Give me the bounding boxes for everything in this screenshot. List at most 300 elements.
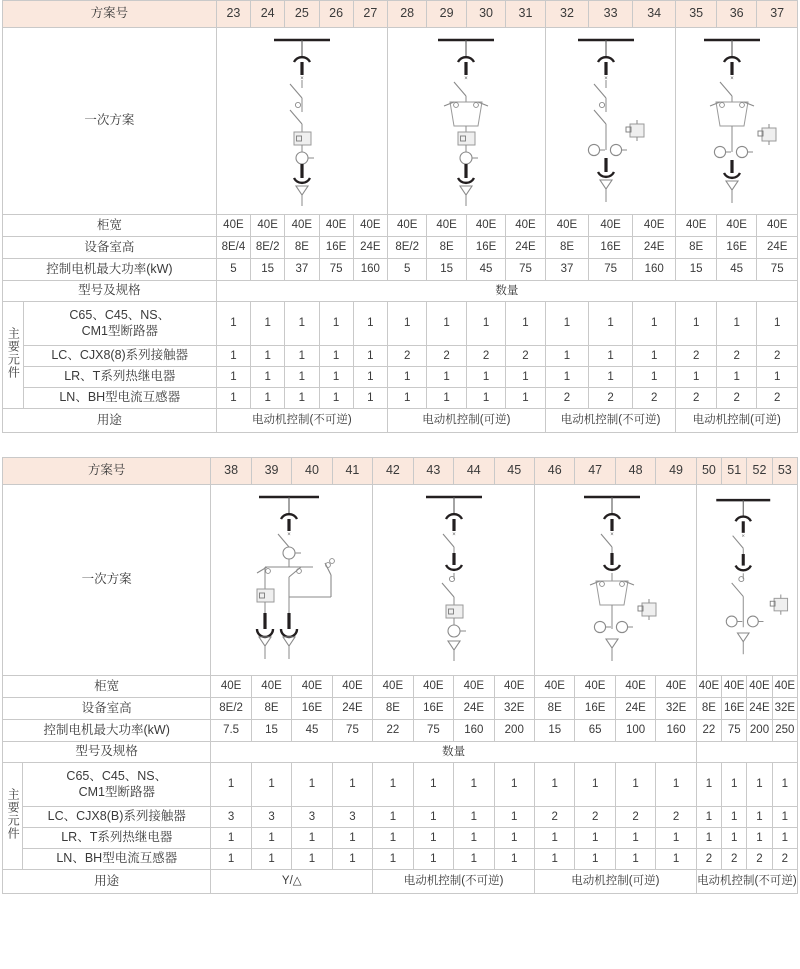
contactor-qty: 1 (454, 807, 494, 828)
cabinet-width-cell: 40E (292, 676, 332, 698)
contactor-qty: 2 (575, 807, 615, 828)
ct-qty: 1 (494, 849, 534, 870)
contactor-qty: 3 (251, 807, 291, 828)
breaker-qty: 1 (676, 302, 716, 346)
scheme-number-cell: 50 (696, 458, 721, 485)
scheme-number-cell: 24 (251, 1, 285, 28)
room-height-cell: 24E (757, 237, 798, 259)
max-power-cell: 75 (722, 720, 747, 742)
contactor-qty: 1 (772, 807, 797, 828)
cabinet-width-cell: 40E (454, 676, 494, 698)
primary-scheme-label: 一次方案 (3, 485, 211, 676)
room-height-cell: 8E (373, 698, 413, 720)
contactor-qty: 2 (466, 346, 505, 367)
scheme-number-cell: 45 (494, 458, 534, 485)
room-height-cell: 24E (506, 237, 545, 259)
room-height-cell: 16E (413, 698, 453, 720)
breaker-qty: 1 (772, 763, 797, 807)
table2-ct-row (3, 849, 798, 870)
diagram-motor-reversible-dual-ct (676, 28, 798, 215)
diagram-motor-irreversible-single-ct (216, 28, 387, 215)
max-power-cell: 250 (772, 720, 797, 742)
relay-qty: 1 (216, 367, 250, 388)
room-height-cell: 8E (427, 237, 466, 259)
scheme-number-cell: 43 (413, 458, 453, 485)
cabinet-width-cell: 40E (332, 676, 372, 698)
diagram-motor-irreversible-fused (373, 485, 535, 676)
room-height-cell: 24E (454, 698, 494, 720)
cabinet-width-cell: 40E (696, 676, 721, 698)
breaker-qty: 1 (615, 763, 655, 807)
max-power-cell: 200 (747, 720, 772, 742)
table1-cabinet-width-row (3, 215, 798, 237)
component-contactor-label: LC、CJX8(8)系列接触器 (23, 346, 216, 367)
room-height-cell: 8E/2 (251, 237, 285, 259)
svg-text:×: × (287, 532, 291, 538)
ct-qty: 2 (772, 849, 797, 870)
relay-qty: 1 (387, 367, 426, 388)
main-components-label: 主要元件 (3, 302, 24, 409)
breaker-qty: 1 (251, 763, 291, 807)
table1-header-row (3, 1, 798, 28)
breaker-qty: 1 (575, 763, 615, 807)
scheme-number-cell: 53 (772, 458, 797, 485)
ct-qty: 1 (332, 849, 372, 870)
contactor-qty: 2 (534, 807, 574, 828)
cabinet-width-cell: 40E (319, 215, 353, 237)
ct-qty: 2 (589, 388, 633, 409)
ct-qty: 1 (251, 388, 285, 409)
scheme-number-cell: 30 (466, 1, 505, 28)
relay-qty: 1 (696, 828, 721, 849)
relay-qty: 1 (285, 367, 319, 388)
scheme-number-cell: 32 (545, 1, 589, 28)
ct-qty: 2 (676, 388, 716, 409)
max-power-cell: 22 (696, 720, 721, 742)
room-height-cell: 8E/2 (211, 698, 251, 720)
main-components-label: 主要元件 (3, 763, 23, 870)
ct-qty: 2 (757, 388, 798, 409)
breaker-qty: 1 (534, 763, 574, 807)
contactor-qty: 1 (747, 807, 772, 828)
table-separator (0, 433, 800, 457)
room-height-cell: 24E (632, 237, 676, 259)
relay-qty: 1 (454, 828, 494, 849)
scheme-number-cell: 36 (716, 1, 756, 28)
max-power-cell: 37 (285, 259, 319, 281)
breaker-qty: 1 (632, 302, 676, 346)
room-height-cell: 16E (319, 237, 353, 259)
scheme-number-cell: 38 (211, 458, 251, 485)
contactor-qty: 1 (722, 807, 747, 828)
breaker-qty: 1 (373, 763, 413, 807)
table1-contactor-row (3, 346, 798, 367)
max-power-cell: 100 (615, 720, 655, 742)
room-height-cell: 8E (676, 237, 716, 259)
relay-qty: 1 (656, 828, 696, 849)
max-power-cell: 15 (676, 259, 716, 281)
breaker-qty: 1 (545, 302, 589, 346)
breaker-qty: 1 (211, 763, 251, 807)
scheme-no-label: 方案号 (3, 458, 211, 485)
ct-qty: 1 (319, 388, 353, 409)
scheme-number-cell: 37 (757, 1, 798, 28)
table2-cabinet-width-row (3, 676, 798, 698)
contactor-qty: 1 (494, 807, 534, 828)
scheme-number-cell: 52 (747, 458, 772, 485)
max-motor-power-label: 控制电机最大功率(kW) (3, 720, 211, 742)
breaker-qty: 1 (285, 302, 319, 346)
max-power-cell: 75 (332, 720, 372, 742)
ct-qty: 1 (353, 388, 387, 409)
cabinet-width-cell: 40E (251, 676, 291, 698)
ct-qty: 2 (696, 849, 721, 870)
room-height-cell: 8E/2 (387, 237, 426, 259)
cabinet-width-cell: 40E (747, 676, 772, 698)
usage-group-4: 电动机控制(可逆) (676, 409, 798, 433)
ct-qty: 2 (716, 388, 756, 409)
equipment-room-height-label: 设备室高 (3, 698, 211, 720)
room-height-cell: 16E (575, 698, 615, 720)
scheme-number-cell: 44 (454, 458, 494, 485)
contactor-qty: 1 (319, 346, 353, 367)
contactor-qty: 2 (676, 346, 716, 367)
relay-qty: 1 (494, 828, 534, 849)
max-power-cell: 75 (506, 259, 545, 281)
room-height-cell: 32E (772, 698, 797, 720)
max-power-cell: 45 (292, 720, 332, 742)
scheme-number-cell: 34 (632, 1, 676, 28)
scheme-number-cell: 27 (353, 1, 387, 28)
max-power-cell: 45 (466, 259, 505, 281)
table2-model-spec-row (3, 742, 798, 763)
cabinet-width-cell: 40E (632, 215, 676, 237)
contactor-qty: 1 (353, 346, 387, 367)
contactor-qty: 2 (427, 346, 466, 367)
breaker-qty: 1 (251, 302, 285, 346)
max-power-cell: 15 (251, 259, 285, 281)
quantity-label: 数量 (216, 281, 797, 302)
relay-qty: 1 (772, 828, 797, 849)
max-power-cell: 65 (575, 720, 615, 742)
breaker-qty: 1 (506, 302, 545, 346)
svg-text:×: × (729, 76, 734, 82)
svg-text:×: × (451, 532, 456, 538)
room-height-cell: 24E (353, 237, 387, 259)
breaker-qty: 1 (427, 302, 466, 346)
table2-breaker-row (3, 763, 798, 807)
cabinet-width-cell: 40E (413, 676, 453, 698)
room-height-cell: 8E (545, 237, 589, 259)
cabinet-width-cell: 40E (534, 676, 574, 698)
max-power-cell: 22 (373, 720, 413, 742)
svg-text:×: × (300, 76, 304, 82)
max-power-cell: 37 (545, 259, 589, 281)
scheme-number-cell: 25 (285, 1, 319, 28)
cabinet-width-cell: 40E (494, 676, 534, 698)
usage-label: 用途 (3, 409, 217, 433)
max-power-cell: 15 (427, 259, 466, 281)
model-spec-label: 型号及规格 (3, 742, 211, 763)
max-power-cell: 5 (216, 259, 250, 281)
table1-thermal-relay-row (3, 367, 798, 388)
cabinet-width-cell: 40E (251, 215, 285, 237)
max-power-cell: 15 (251, 720, 291, 742)
breaker-qty: 1 (494, 763, 534, 807)
max-power-cell: 5 (387, 259, 426, 281)
diagram-motor-irreversible-fused-dual-ct (696, 485, 797, 676)
relay-qty: 1 (373, 828, 413, 849)
max-power-cell: 45 (716, 259, 756, 281)
relay-qty: 1 (589, 367, 633, 388)
scheme-number-cell: 26 (319, 1, 353, 28)
component-ct-label: LN、BH型电流互感器 (23, 388, 216, 409)
scheme-number-cell: 35 (676, 1, 716, 28)
room-height-cell: 24E (747, 698, 772, 720)
max-power-cell: 75 (589, 259, 633, 281)
relay-qty: 1 (413, 828, 453, 849)
breaker-qty: 1 (722, 763, 747, 807)
usage-group-1: Y/△ (211, 870, 373, 894)
contactor-qty: 2 (506, 346, 545, 367)
table2-diagram-row (3, 485, 798, 676)
cabinet-width-cell: 40E (285, 215, 319, 237)
relay-qty: 1 (757, 367, 798, 388)
cabinet-width-label: 柜宽 (3, 676, 211, 698)
usage-group-4: 电动机控制(不可逆) (696, 870, 797, 894)
usage-group-1: 电动机控制(不可逆) (216, 409, 387, 433)
max-power-cell: 7.5 (211, 720, 251, 742)
relay-qty: 1 (319, 367, 353, 388)
room-height-cell: 24E (615, 698, 655, 720)
cabinet-width-cell: 40E (387, 215, 426, 237)
relay-qty: 1 (211, 828, 251, 849)
component-breaker-label (23, 302, 216, 346)
scheme-number-cell: 47 (575, 458, 615, 485)
relay-qty: 1 (747, 828, 772, 849)
room-height-cell: 16E (589, 237, 633, 259)
cabinet-width-cell: 40E (676, 215, 716, 237)
cabinet-width-cell: 40E (506, 215, 545, 237)
max-motor-power-label: 控制电机最大功率(kW) (3, 259, 217, 281)
ct-qty: 1 (534, 849, 574, 870)
svg-text:×: × (610, 532, 615, 538)
scheme-number-cell: 48 (615, 458, 655, 485)
contactor-qty: 2 (656, 807, 696, 828)
max-power-cell: 160 (656, 720, 696, 742)
scheme-number-cell: 49 (656, 458, 696, 485)
table2-thermal-relay-row (3, 828, 798, 849)
relay-qty: 1 (506, 367, 545, 388)
ct-qty: 2 (545, 388, 589, 409)
scheme-number-cell: 41 (332, 458, 372, 485)
scheme-table-2 (2, 457, 798, 894)
table2-max-power-row (3, 720, 798, 742)
cabinet-width-cell: 40E (466, 215, 505, 237)
relay-qty: 1 (615, 828, 655, 849)
table1-diagram-row (3, 28, 798, 215)
diagram-motor-reversible-fused-dual-ct (534, 485, 696, 676)
table1-ct-row (3, 388, 798, 409)
max-power-cell: 75 (757, 259, 798, 281)
ct-qty: 1 (413, 849, 453, 870)
contactor-qty: 1 (216, 346, 250, 367)
ct-qty: 1 (575, 849, 615, 870)
breaker-qty: 1 (747, 763, 772, 807)
relay-qty: 1 (353, 367, 387, 388)
table1-model-spec-row (3, 281, 798, 302)
scheme-table-1 (2, 0, 798, 433)
component-relay-label: LR、T系列热继电器 (23, 828, 211, 849)
table1-room-height-row (3, 237, 798, 259)
ct-qty: 1 (466, 388, 505, 409)
room-height-cell: 24E (332, 698, 372, 720)
contactor-qty: 3 (292, 807, 332, 828)
ct-qty: 1 (427, 388, 466, 409)
relay-qty: 1 (722, 828, 747, 849)
cabinet-width-cell: 40E (216, 215, 250, 237)
cabinet-width-cell: 40E (545, 215, 589, 237)
diagram-star-delta (211, 485, 373, 676)
ct-qty: 1 (216, 388, 250, 409)
max-power-cell: 160 (632, 259, 676, 281)
relay-qty: 1 (632, 367, 676, 388)
quantity-label: 数量 (211, 742, 696, 763)
cabinet-width-cell: 40E (427, 215, 466, 237)
room-height-cell: 16E (716, 237, 756, 259)
contactor-qty: 2 (716, 346, 756, 367)
breaker-line-2: CM1型断路器 (81, 323, 158, 338)
contactor-qty: 1 (545, 346, 589, 367)
room-height-cell: 16E (722, 698, 747, 720)
relay-qty: 1 (545, 367, 589, 388)
model-spec-label: 型号及规格 (3, 281, 217, 302)
breaker-qty: 1 (319, 302, 353, 346)
relay-qty: 1 (716, 367, 756, 388)
cabinet-width-cell: 40E (373, 676, 413, 698)
ct-qty: 1 (615, 849, 655, 870)
relay-qty: 1 (427, 367, 466, 388)
cabinet-width-cell: 40E (722, 676, 747, 698)
contactor-qty: 1 (589, 346, 633, 367)
cabinet-width-cell: 40E (589, 215, 633, 237)
contactor-qty: 2 (615, 807, 655, 828)
room-height-cell: 8E (696, 698, 721, 720)
scheme-number-cell: 23 (216, 1, 250, 28)
cabinet-width-cell: 40E (353, 215, 387, 237)
scheme-number-cell: 42 (373, 458, 413, 485)
contactor-qty: 1 (413, 807, 453, 828)
max-power-cell: 75 (413, 720, 453, 742)
component-ct-label: LN、BH型电流互感器 (23, 849, 211, 870)
scheme-number-cell: 29 (427, 1, 466, 28)
breaker-line-1: C65、C45、NS、 (69, 307, 171, 322)
cabinet-width-cell: 40E (575, 676, 615, 698)
contactor-qty: 3 (211, 807, 251, 828)
room-height-cell: 8E (251, 698, 291, 720)
table1-usage-row (3, 409, 798, 433)
quantity-empty-cell (696, 742, 797, 763)
breaker-qty: 1 (757, 302, 798, 346)
table1-max-power-row (3, 259, 798, 281)
breaker-qty: 1 (387, 302, 426, 346)
breaker-qty: 1 (656, 763, 696, 807)
relay-qty: 1 (292, 828, 332, 849)
max-power-cell: 160 (353, 259, 387, 281)
scheme-number-cell: 31 (506, 1, 545, 28)
svg-text:×: × (464, 76, 469, 82)
relay-qty: 1 (534, 828, 574, 849)
usage-group-2: 电动机控制(不可逆) (373, 870, 535, 894)
room-height-cell: 16E (292, 698, 332, 720)
ct-qty: 2 (747, 849, 772, 870)
breaker-line-2: CM1型断路器 (78, 784, 155, 799)
contactor-qty: 2 (757, 346, 798, 367)
breaker-qty: 1 (454, 763, 494, 807)
table2-contactor-row (3, 807, 798, 828)
breaker-line-1: C65、C45、NS、 (66, 768, 168, 783)
ct-qty: 1 (285, 388, 319, 409)
max-power-cell: 15 (534, 720, 574, 742)
usage-label: 用途 (3, 870, 211, 894)
contactor-qty: 2 (387, 346, 426, 367)
cabinet-width-cell: 40E (716, 215, 756, 237)
ct-qty: 1 (251, 849, 291, 870)
scheme-number-cell: 46 (534, 458, 574, 485)
room-height-cell: 16E (466, 237, 505, 259)
cabinet-width-cell: 40E (757, 215, 798, 237)
ct-qty: 2 (632, 388, 676, 409)
room-height-cell: 8E (534, 698, 574, 720)
cabinet-width-cell: 40E (211, 676, 251, 698)
scheme-number-cell: 51 (722, 458, 747, 485)
scheme-number-cell: 39 (251, 458, 291, 485)
usage-group-3: 电动机控制(不可逆) (545, 409, 676, 433)
ct-qty: 1 (387, 388, 426, 409)
breaker-qty: 1 (466, 302, 505, 346)
ct-qty: 1 (506, 388, 545, 409)
room-height-cell: 32E (656, 698, 696, 720)
relay-qty: 1 (332, 828, 372, 849)
cabinet-width-cell: 40E (656, 676, 696, 698)
ct-qty: 1 (454, 849, 494, 870)
component-breaker-label (23, 763, 211, 807)
relay-qty: 1 (466, 367, 505, 388)
equipment-room-height-label: 设备室高 (3, 237, 217, 259)
ct-qty: 1 (373, 849, 413, 870)
table2-usage-row (3, 870, 798, 894)
scheme-no-label: 方案号 (3, 1, 217, 28)
breaker-qty: 1 (216, 302, 250, 346)
breaker-qty: 1 (413, 763, 453, 807)
contactor-qty: 1 (373, 807, 413, 828)
ct-qty: 1 (292, 849, 332, 870)
breaker-qty: 1 (589, 302, 633, 346)
ct-qty: 1 (656, 849, 696, 870)
ct-qty: 2 (722, 849, 747, 870)
component-contactor-label: LC、CJX8(B)系列接触器 (23, 807, 211, 828)
contactor-qty: 3 (332, 807, 372, 828)
cabinet-width-cell: 40E (772, 676, 797, 698)
usage-group-3: 电动机控制(可逆) (534, 870, 696, 894)
breaker-qty: 1 (353, 302, 387, 346)
max-power-cell: 160 (454, 720, 494, 742)
ct-qty: 1 (211, 849, 251, 870)
usage-group-2: 电动机控制(可逆) (387, 409, 545, 433)
scheme-number-cell: 28 (387, 1, 426, 28)
max-power-cell: 75 (319, 259, 353, 281)
contactor-qty: 1 (285, 346, 319, 367)
